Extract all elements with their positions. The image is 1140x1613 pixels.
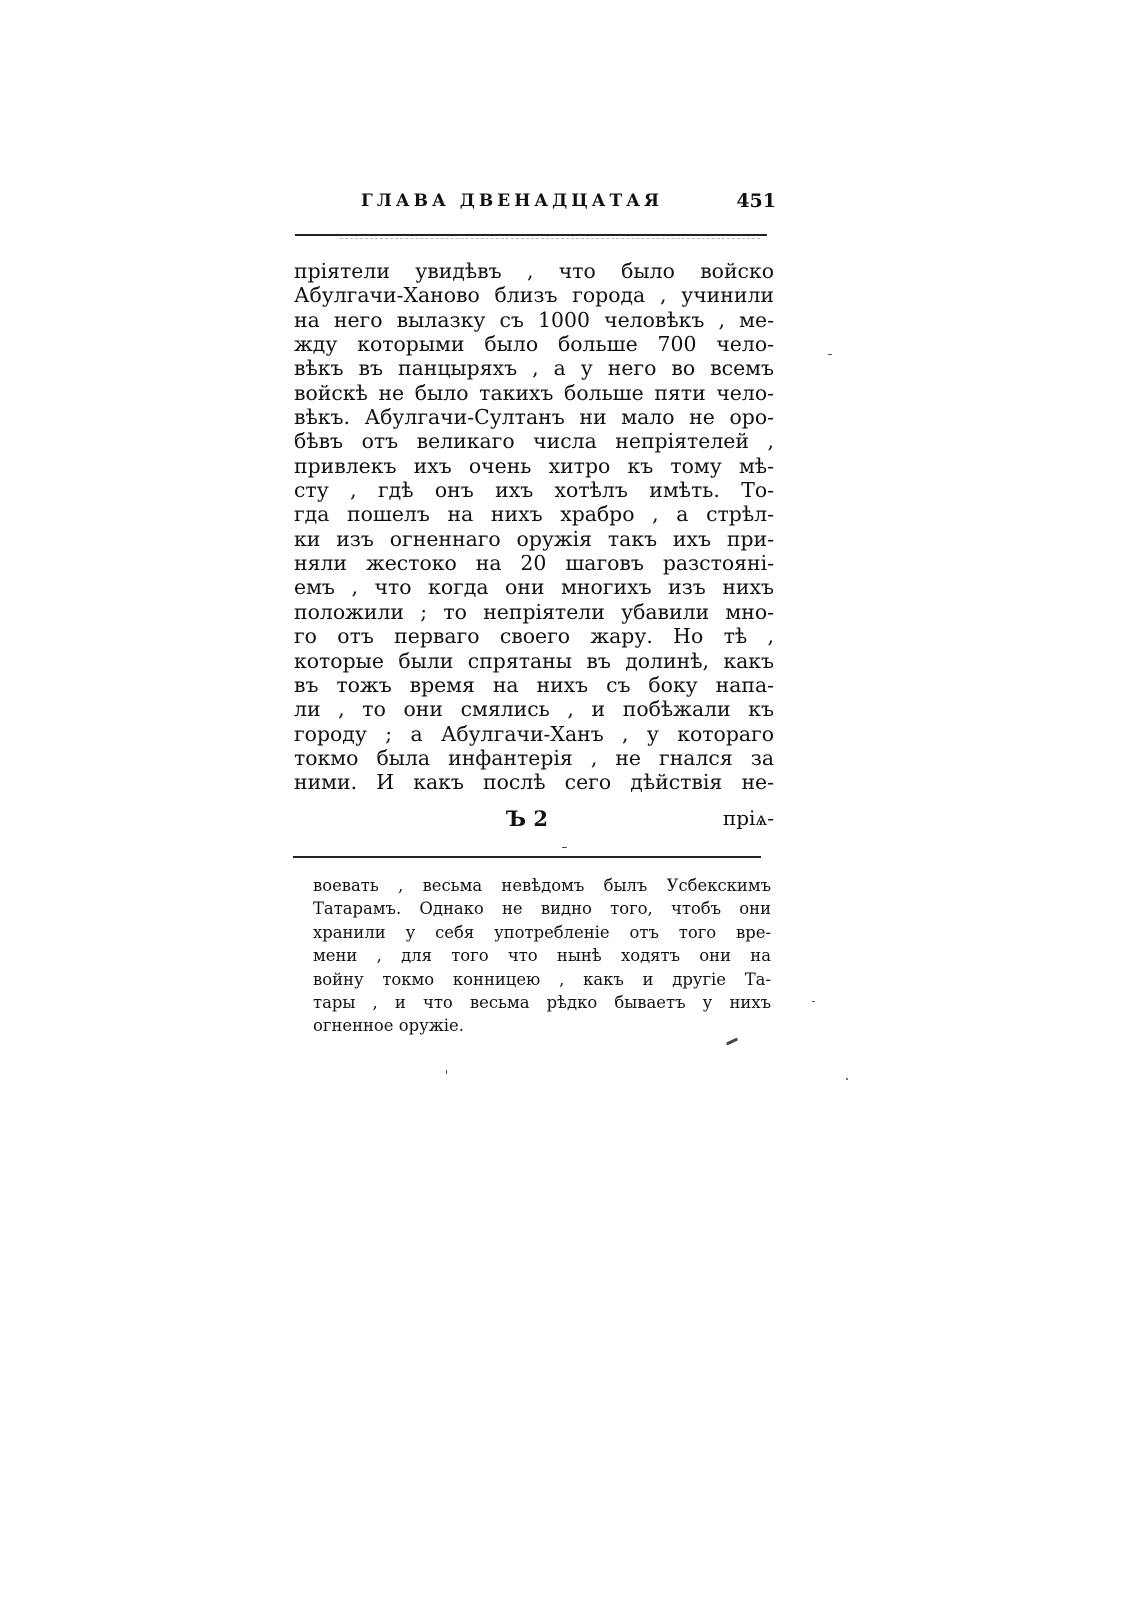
text-line: положили ; то непріятели убавили мно- xyxy=(294,599,774,624)
signature-mark: Ъ 2 xyxy=(506,806,549,831)
footnote-block xyxy=(313,874,771,1038)
text-line: го отъ перваго своего жару. Но тѣ , xyxy=(294,624,774,649)
footnote-line: мени , для того что нынѣ ходятъ они на xyxy=(313,946,771,966)
text-line: Абулгачи-Ханово близъ города , учинили xyxy=(294,283,774,308)
footnote-line: воевать , весьма невѣдомъ былъ Усбекскимъ xyxy=(313,876,771,895)
ink-speck xyxy=(846,1078,848,1080)
footnote-line: огненное оружіе. xyxy=(313,1016,464,1036)
main-text-block xyxy=(294,259,774,795)
text-line: пріятели увидѣвъ , что было войско xyxy=(294,259,774,283)
text-line: ними. И какъ послѣ сего дѣйствія не- xyxy=(294,770,774,795)
catchword: пріѧ- xyxy=(722,806,774,830)
text-line: ки изъ огненнаго оружія такъ ихъ при- xyxy=(294,526,774,551)
page-number: 451 xyxy=(736,190,776,212)
ink-speck xyxy=(446,1070,447,1074)
text-line: ли , то они смялись , и побѣжали къ xyxy=(294,697,774,722)
text-line: токмо была инфантерія , не гнался за xyxy=(294,745,774,770)
text-line: войскѣ не было такихъ больше пяти чело- xyxy=(294,380,774,405)
ink-speck xyxy=(812,1001,815,1002)
text-line: вѣкъ въ панцыряхъ , а у него во всемъ xyxy=(294,356,774,381)
text-line: въ тожъ время на нихъ съ боку напа- xyxy=(294,672,774,697)
footnote-line: хранили у себя употребленіе отъ того вре- xyxy=(313,922,771,942)
text-line: гда пошелъ на нихъ храбро , а стрѣл- xyxy=(294,502,774,527)
text-line: сту , гдѣ онъ ихъ хотѣлъ имѣть. То- xyxy=(294,478,774,503)
ink-speck xyxy=(828,354,832,355)
text-line: няли жестоко на 20 шаговъ разстояні- xyxy=(294,551,774,576)
ink-speck xyxy=(726,1038,738,1046)
running-head: ГЛАВА ДВЕНАДЦАТАЯ xyxy=(361,191,663,211)
footnote-line: войну токмо конницею , какъ и другіе Та- xyxy=(313,969,771,989)
text-line: бѣвъ отъ великаго числа непріятелей , xyxy=(294,429,774,454)
footnote-rule xyxy=(293,856,761,858)
footnote-line: Татарамъ. Однако не видно того, чтобъ они xyxy=(313,899,771,919)
text-line: емъ , что когда они многихъ изъ нихъ xyxy=(294,575,774,600)
header-rule-dots xyxy=(340,238,760,239)
text-line: жду которыми было больше 700 чело- xyxy=(294,332,774,357)
text-line: привлекъ ихъ очень хитро къ тому мѣ- xyxy=(294,453,774,478)
ink-speck xyxy=(562,847,567,848)
header-rule xyxy=(295,234,767,236)
text-line: на него вылазку съ 1000 человѣкъ , ме- xyxy=(294,307,774,332)
footnote-line: тары , и что весьма рѣдко бываетъ у нихъ xyxy=(313,992,771,1012)
text-line: городу ; а Абулгачи-Ханъ , у котораго xyxy=(294,721,774,746)
text-line: вѣкъ. Абулгачи-Султанъ ни мало не оро- xyxy=(294,405,774,430)
catch-line xyxy=(294,806,774,832)
page-header xyxy=(356,191,778,219)
text-line: которые были спрятаны въ долинѣ, какъ xyxy=(294,648,774,673)
